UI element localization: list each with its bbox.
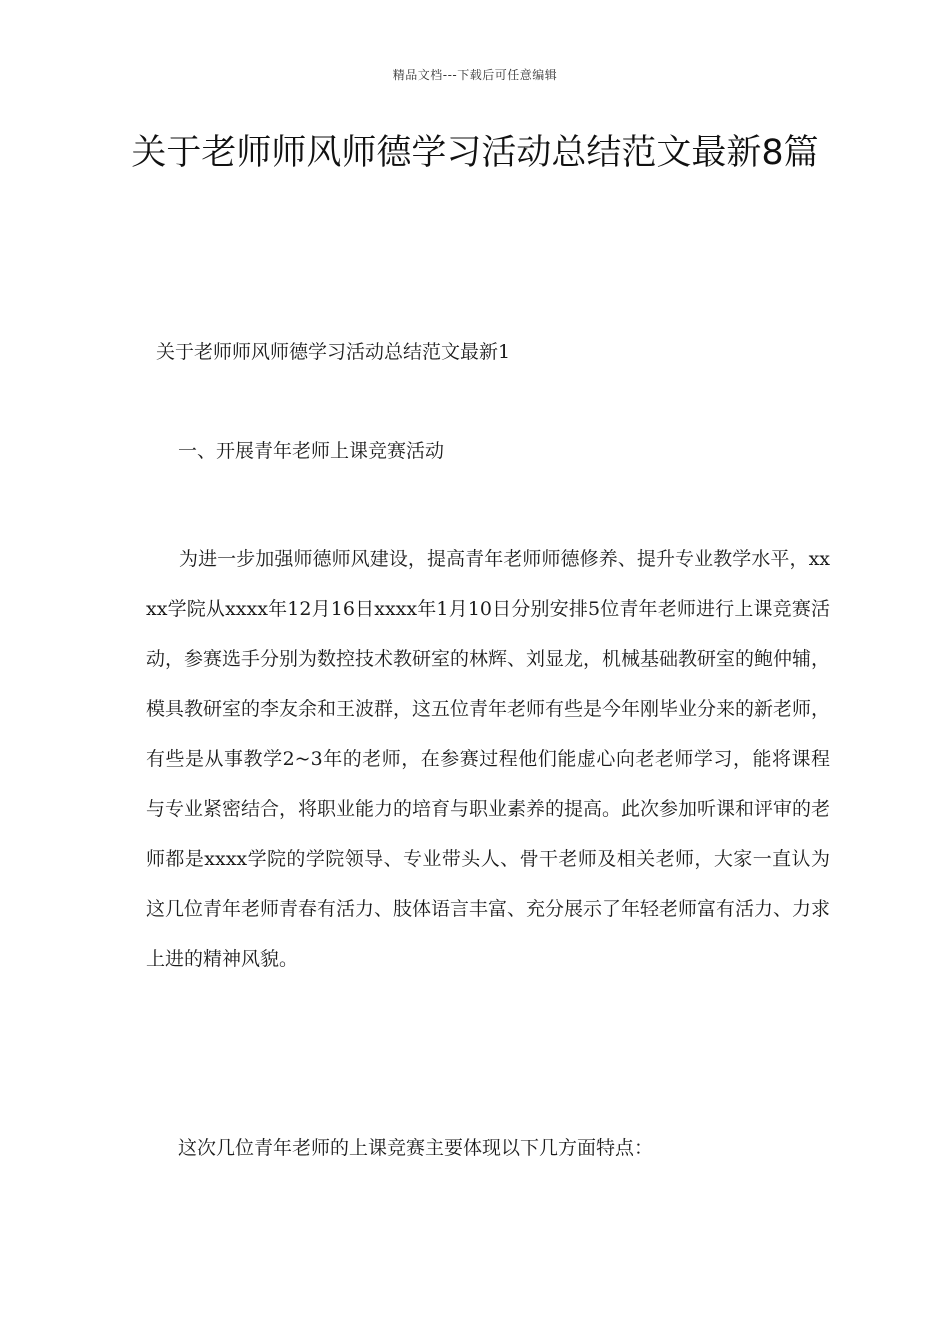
body-paragraph: 为进一步加强师德师风建设，提高青年老师师德修养、提升专业教学水平，xxxx学院从xxxx年12月16日xxxx年1月10日分别安排5位青年老师进行上课竞赛活动，参赛选手分别为数控技术教研室的林辉、刘显龙，机械基础教研室的鲍仲辅，模具教研室的李友余和王波群，这五位青年老师有些是今年刚毕业分来的新老师，有些是从事教学2~3年的老师，在参赛过程他们能虚心向老老师学习，能将课程与专业紧密结合，将职业能力的培育与职业素养的提高。此次参加听课和评审的老师都是xxxx学院的学院领导、专业带头人、骨干老师及相关老师，大家一直认为这几位青年老师青春有活力、肢体语言丰富、充分展示了年轻老师富有活力、力求上进的精神风貌。 (146, 548, 831, 970)
subheading: 一、开展青年老师上课竞赛活动 (178, 440, 445, 462)
document-title: 关于老师师风师德学习活动总结范文最新8篇 (131, 133, 819, 173)
header-note: 精品文档---下载后可任意编辑 (392, 68, 558, 82)
closing-line: 这次几位青年老师的上课竞赛主要体现以下几方面特点： (178, 1137, 654, 1159)
section-title: 关于老师师风师德学习活动总结范文最新1 (156, 341, 511, 363)
